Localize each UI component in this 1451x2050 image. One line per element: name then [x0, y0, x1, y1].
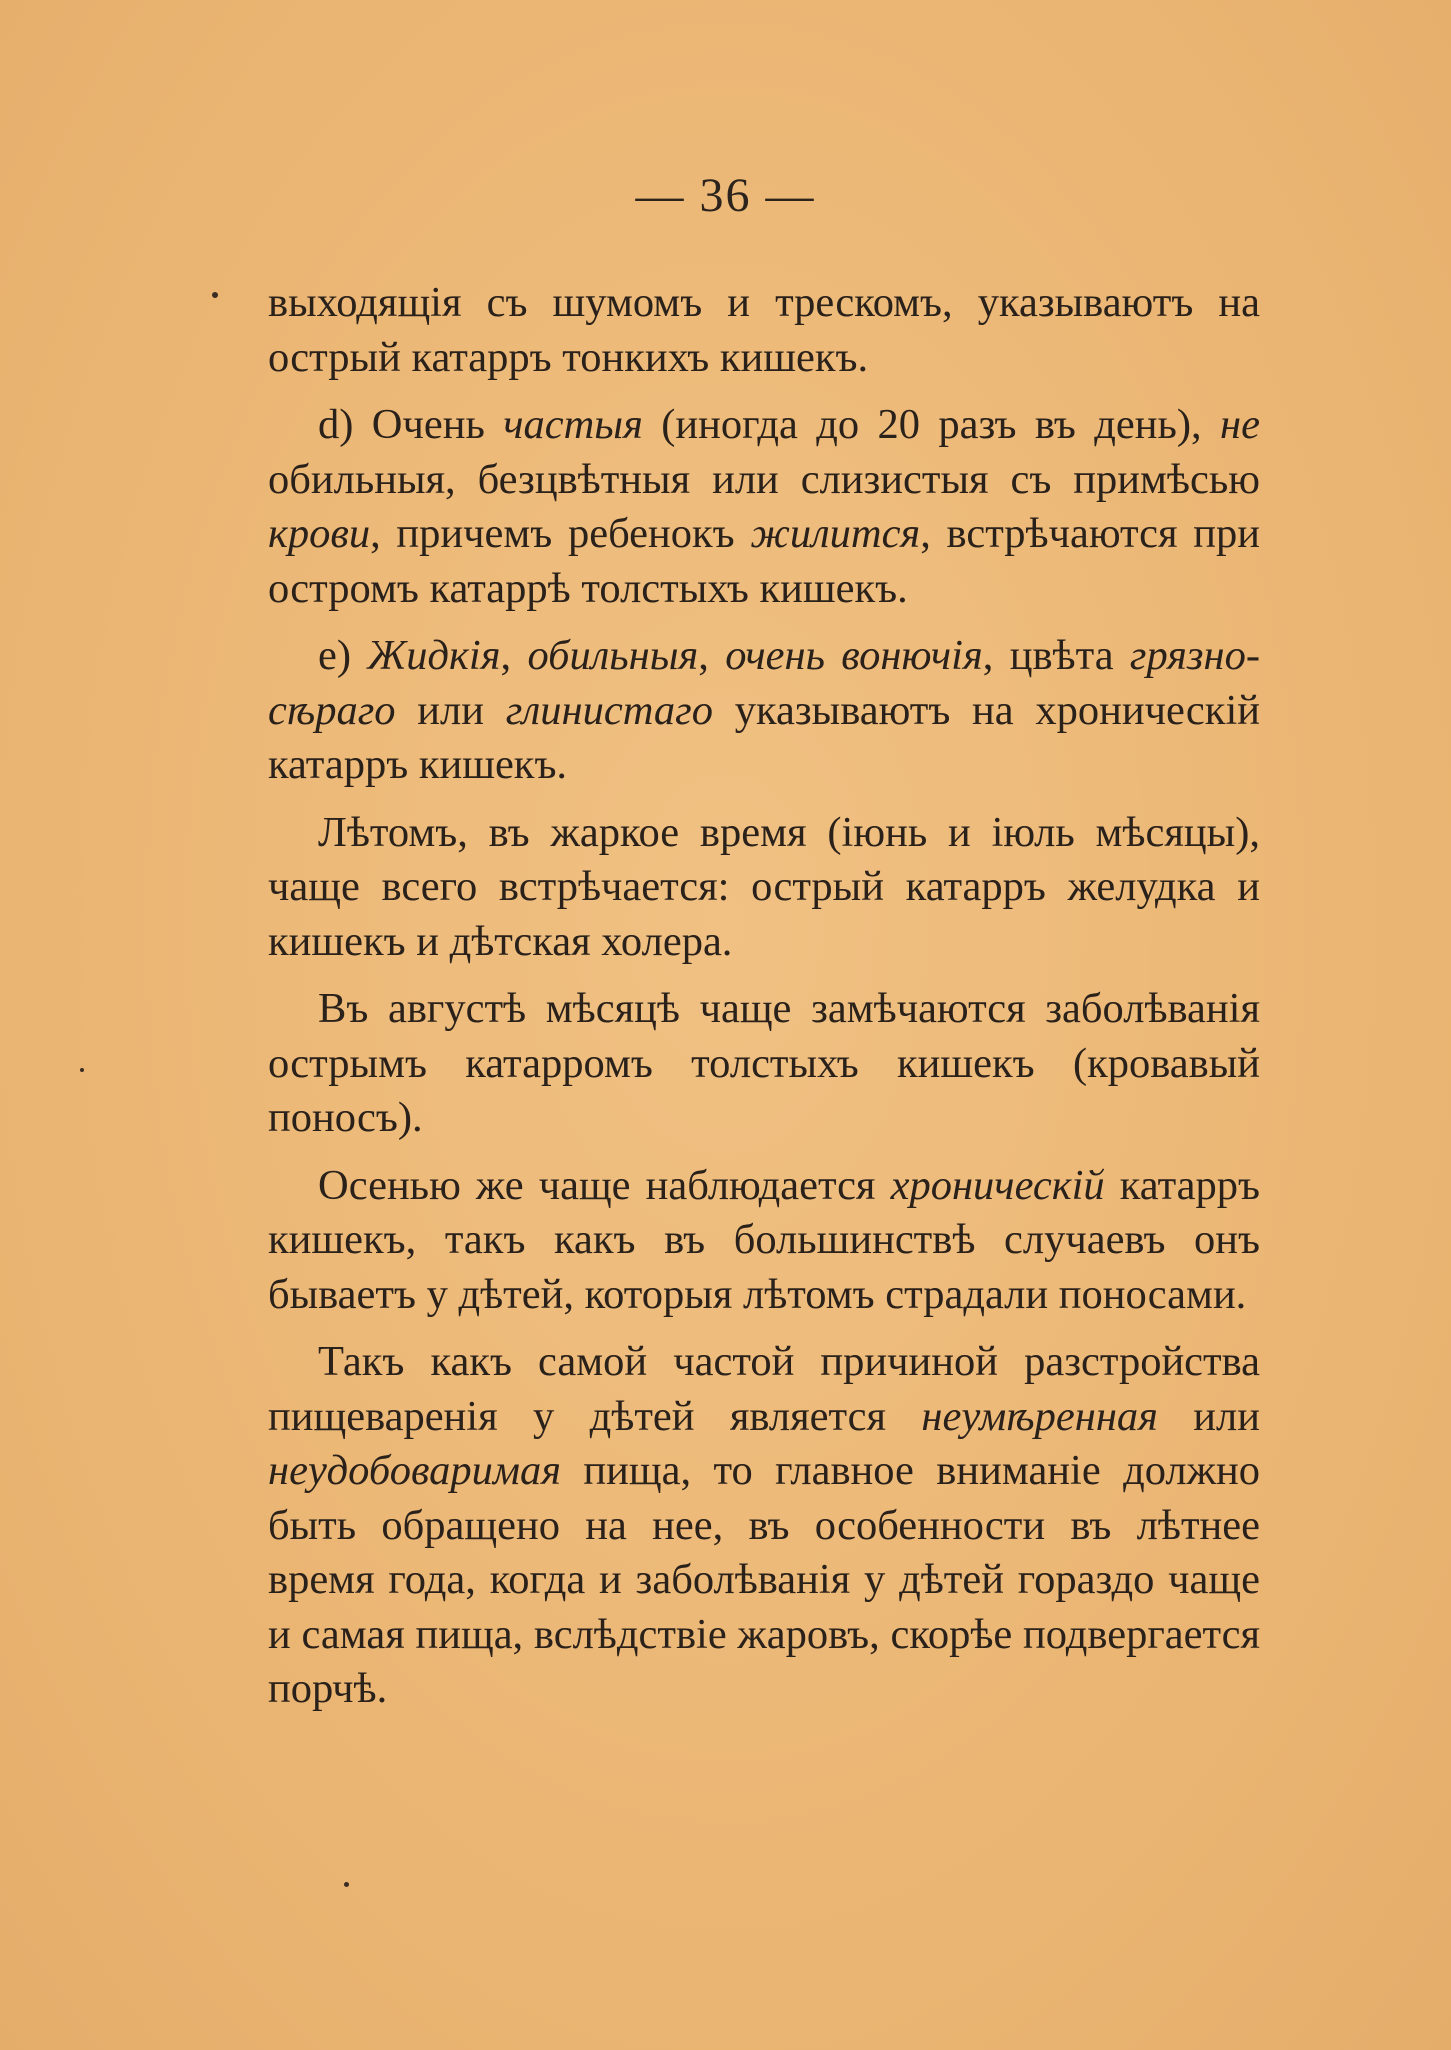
italic-text-run: крови	[268, 510, 371, 557]
italic-text-run: Жидкія	[367, 632, 501, 679]
text-run: e)	[318, 632, 368, 679]
text-run: , причемъ ребенокъ	[370, 510, 751, 557]
text-run: d) Очень	[318, 401, 504, 448]
italic-text-run: не	[1220, 401, 1260, 448]
italic-text-run: неумѣренная	[921, 1392, 1158, 1440]
text-run: ,	[500, 632, 528, 679]
text-run: или	[395, 686, 506, 734]
italic-text-run: частыя	[503, 401, 643, 448]
paragraph-august	[268, 982, 1260, 1146]
text-run: (иногда до 20 разъ въ день),	[642, 401, 1221, 448]
text-run: Такъ какъ самой частой причиной разстройства пищеваренія у дѣтей является	[268, 1338, 1260, 1440]
text-run: ,	[698, 632, 726, 679]
text-run: обильныя, безцвѣтныя или слизистыя съ примѣсью	[268, 455, 1260, 503]
italic-text-run: жилится	[750, 510, 921, 557]
paragraph-diet	[268, 1335, 1260, 1717]
paragraph-item-d	[268, 398, 1260, 616]
print-speck	[212, 292, 218, 298]
text-run: Осенью же чаще наблюдается	[318, 1161, 891, 1209]
paragraph-item-e	[268, 629, 1260, 793]
body-text	[268, 276, 1260, 1730]
text-run: указываютъ на хроническій катарръ кишекъ.	[268, 686, 1260, 788]
text-run: выходящія съ шумомъ и трескомъ, указываютъ на острый катарръ тонкихъ кишекъ.	[268, 279, 1260, 381]
italic-text-run: глинистаго	[505, 686, 714, 734]
text-run: , встрѣчаются при остромъ катаррѣ толстыхъ кишекъ.	[268, 510, 1260, 612]
text-run: катарръ кишекъ, такъ какъ въ большинствѣ случаевъ онъ бываетъ у дѣтей, которыя лѣтомъ страдали поносами.	[268, 1161, 1261, 1318]
paragraph-summer	[268, 806, 1260, 970]
italic-text-run: неудобоваримая	[268, 1447, 561, 1494]
italic-text-run: хроническій	[890, 1161, 1105, 1209]
italic-text-run: грязно-сѣраго	[268, 632, 1260, 734]
italic-text-run: обильныя	[527, 632, 699, 679]
print-speck	[80, 1068, 84, 1072]
text-run: , цвѣта	[982, 632, 1130, 679]
text-run: или	[1157, 1392, 1260, 1440]
print-speck	[344, 1882, 349, 1887]
italic-text-run: очень вонючія	[725, 632, 983, 679]
text-run: Въ августѣ мѣсяцѣ чаще замѣчаются заболѣванія острымъ катарромъ толстыхъ кишекъ (кровавый поносъ).	[268, 985, 1260, 1141]
paragraph-autumn	[268, 1159, 1260, 1323]
page-number: — 36 —	[635, 169, 816, 222]
paragraph-continuation	[268, 276, 1260, 385]
text-run: пища, то главное вниманіе должно быть обращено на нее, въ особенности въ лѣтнее время года, когда и заболѣванія у дѣтей гораздо чаще и самая пища, вслѣдствіе жаровъ, скорѣе подвергается порчѣ.	[268, 1447, 1260, 1712]
text-run: Лѣтомъ, въ жаркое время (іюнь и іюль мѣсяцы), чаще всего встрѣчается: острый катарръ желудка и кишекъ и дѣтская холера.	[268, 808, 1260, 965]
